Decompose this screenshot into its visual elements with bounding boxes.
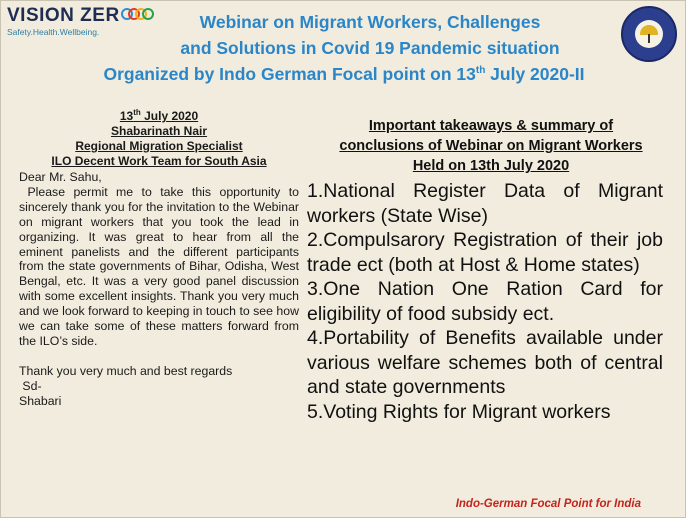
letter-panel [19,108,303,409]
signature-line: Sd- [19,378,42,393]
title-line-3: Organized by Indo German Focal point on 13th July 2020-II [103,64,585,84]
title-line-1: Webinar on Migrant Workers, Challenges [199,12,541,32]
list-item: 1.National Register Data of Migrant workers (State Wise) [307,180,663,227]
takeaways-heading: Important takeaways & summary of conclusions of Webinar on Migrant Workers Held on 13th July 2020 [339,118,643,174]
letter-body [19,170,303,409]
letter-header [19,109,299,169]
takeaways-list [307,179,663,424]
salutation: Dear Mr. Sahu, [19,170,102,184]
list-item: 3.One Nation One Ration Card for eligibility of food subsidy ect. [307,278,663,325]
page-title [1,9,686,87]
footer-credit: Indo-German Focal Point for India [455,498,641,510]
logo-name: VISION ZER [7,5,120,26]
list-item: 5.Voting Rights for Migrant workers [307,400,611,423]
sender-role: Regional Migration Specialist [75,139,243,153]
closing: Thank you very much and best regards [19,363,233,378]
letter-text: Please permit me to take this opportunity to sincerely thank you for the invitation to the Webinar on migrant workers that you took the lead in organizing. It was great to hear from all the eminent panelists and the different participants from the state governments of Bihar, Odisha, West Bengal, etc. It was a very good panel discussion with some excellent insights. Thank you very much and we look forward to keeping in touch to see how we can take some of these matters forward from the ILO’s side. [19,184,303,348]
sender-name: Shabarinath Nair [110,124,208,138]
letter-date: 13th July 2020 [119,108,199,123]
list-item: 2.Compulsarory Registration of their job trade ect (both at Host & Home states) [307,229,663,276]
sender-org: ILO Decent Work Team for South Asia [51,154,267,168]
takeaways-panel [307,116,663,424]
signature-name: Shabari [19,393,62,408]
list-item: 4.Portability of Benefits available under various welfare schemes both of central and state governments [307,327,663,398]
logo-tagline: Safety.Health.Wellbeing. [7,27,100,37]
title-line-2: and Solutions in Covid 19 Pandemic situation [180,38,560,58]
